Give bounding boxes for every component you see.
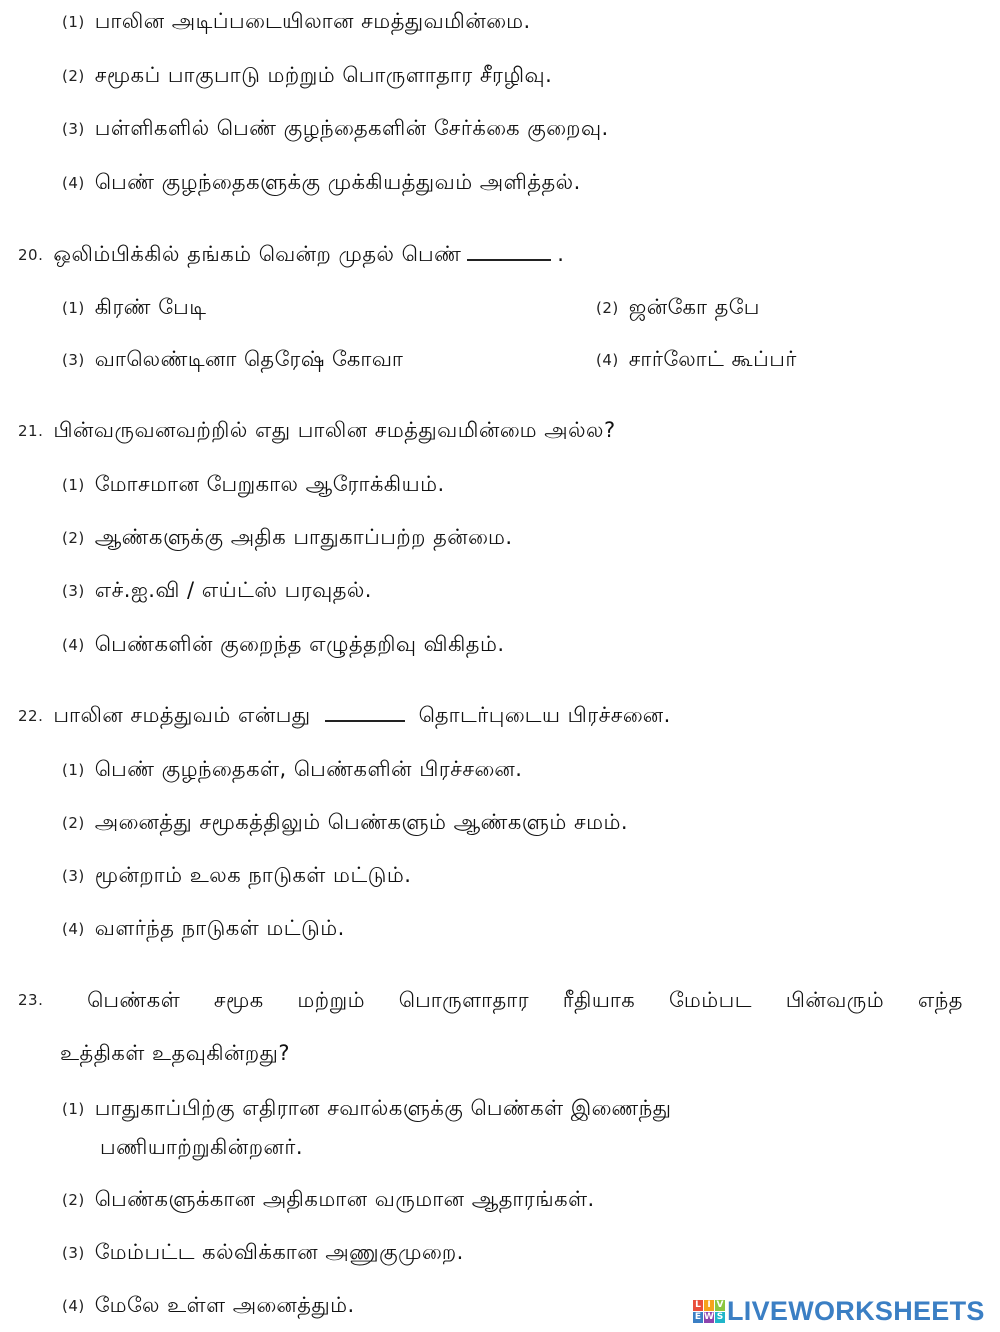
question-word: பின்வரும் bbox=[785, 988, 885, 1012]
q19-option-3 bbox=[62, 113, 609, 144]
answer-blank bbox=[325, 720, 405, 722]
question-number: 21. bbox=[18, 422, 44, 440]
option-text: வாலெண்டினா தெரேஷ் கோவா bbox=[94, 347, 404, 371]
logo-mark-icon bbox=[693, 1300, 725, 1323]
option-number: (2) bbox=[62, 529, 85, 547]
option-number: (1) bbox=[62, 476, 85, 494]
question-word: மேம்பட bbox=[668, 988, 752, 1012]
option-text: சமூகப் பாகுபாடு மற்றும் பொருளாதார சீரழிவு. bbox=[94, 63, 553, 87]
option-text: மூன்றாம் உலக நாடுகள் மட்டும். bbox=[94, 863, 412, 887]
logo-mark-cell: S bbox=[716, 1311, 724, 1322]
question-20 bbox=[18, 239, 564, 270]
question-22 bbox=[18, 700, 671, 731]
option-text: அனைத்து சமூகத்திலும் பெண்களும் ஆண்களும் சமம். bbox=[94, 810, 629, 834]
q21-option-4 bbox=[62, 629, 505, 660]
q23-option-1 bbox=[62, 1093, 671, 1124]
option-number: (1) bbox=[62, 761, 85, 779]
liveworksheets-logo[interactable] bbox=[693, 1296, 985, 1326]
option-number: (3) bbox=[62, 351, 85, 369]
option-number: (2) bbox=[62, 1191, 85, 1209]
question-23 bbox=[18, 985, 963, 1015]
option-number: (4) bbox=[62, 920, 85, 938]
q20-option-3 bbox=[62, 344, 403, 375]
question-text: ஒலிம்பிக்கில் தங்கம் வென்ற முதல் பெண் bbox=[53, 242, 462, 266]
option-number: (3) bbox=[62, 1244, 85, 1262]
question-end: . bbox=[557, 242, 565, 266]
q19-option-4 bbox=[62, 167, 581, 198]
answer-blank bbox=[467, 259, 551, 261]
question-text-end: தொடர்புடைய பிரச்சனை. bbox=[418, 703, 671, 727]
q19-option-1 bbox=[62, 6, 531, 37]
q22-option-3 bbox=[62, 860, 411, 891]
option-text: பெண்களின் குறைந்த எழுத்தறிவு விகிதம். bbox=[94, 632, 505, 656]
question-text: பாலின சமத்துவம் என்பது bbox=[53, 703, 311, 727]
option-text: பணியாற்றுகின்றனர். bbox=[100, 1135, 304, 1159]
q20-option-2 bbox=[596, 292, 760, 323]
option-number: (2) bbox=[62, 67, 85, 85]
option-number: (3) bbox=[62, 120, 85, 138]
question-word: மற்றும் bbox=[297, 988, 366, 1012]
question-number: 20. bbox=[18, 246, 44, 264]
option-text: கிரண் பேடி bbox=[94, 295, 207, 319]
q21-option-3 bbox=[62, 575, 372, 606]
option-number: (3) bbox=[62, 867, 85, 885]
option-text: பாலின அடிப்படையிலான சமத்துவமின்மை. bbox=[94, 9, 531, 33]
question-23-line-2 bbox=[60, 1038, 290, 1068]
option-text: எச்.ஐ.வி / எய்ட்ஸ் பரவுதல். bbox=[94, 578, 372, 602]
option-number: (2) bbox=[62, 814, 85, 832]
option-number: (2) bbox=[596, 299, 619, 317]
option-number: (4) bbox=[62, 1297, 85, 1315]
question-number: 23. bbox=[18, 991, 44, 1009]
option-text: ஜன்கோ தபே bbox=[628, 295, 760, 319]
q23-option-4 bbox=[62, 1290, 355, 1321]
q19-option-2 bbox=[62, 60, 552, 91]
option-text: ஆண்களுக்கு அதிக பாதுகாப்பற்ற தன்மை. bbox=[94, 525, 513, 549]
logo-text: LIVEWORKSHEETS bbox=[727, 1295, 985, 1326]
question-word: எந்த bbox=[917, 988, 963, 1012]
option-text: பெண்களுக்கான அதிகமான வருமான ஆதாரங்கள். bbox=[94, 1187, 595, 1211]
logo-mark-cell: I bbox=[704, 1300, 714, 1311]
question-word: பொருளாதார bbox=[398, 988, 530, 1012]
q21-option-1 bbox=[62, 469, 445, 500]
q23-option-3 bbox=[62, 1237, 464, 1268]
logo-mark-cell: V bbox=[716, 1299, 724, 1310]
question-text: உத்திகள் உதவுகின்றது? bbox=[60, 1041, 291, 1065]
q22-option-2 bbox=[62, 807, 628, 838]
option-text: வளர்ந்த நாடுகள் மட்டும். bbox=[94, 916, 345, 940]
option-text: பெண் குழந்தைகளுக்கு முக்கியத்துவம் அளித்தல். bbox=[94, 170, 581, 194]
logo-mark-cell: W bbox=[704, 1311, 714, 1322]
option-number: (3) bbox=[62, 582, 85, 600]
option-number: (1) bbox=[62, 1100, 85, 1118]
option-text: பள்ளிகளில் பெண் குழந்தைகளின் சேர்க்கை குறைவு. bbox=[94, 116, 609, 140]
option-number: (4) bbox=[62, 636, 85, 654]
logo-mark-cell: E bbox=[694, 1311, 702, 1322]
option-text: மேம்பட்ட கல்விக்கான அணுகுமுறை. bbox=[94, 1240, 464, 1264]
q23-option-1-continued bbox=[100, 1132, 303, 1162]
q20-option-1 bbox=[62, 292, 206, 323]
q22-option-4 bbox=[62, 913, 345, 944]
option-text: பாதுகாப்பிற்கு எதிரான சவால்களுக்கு பெண்கள் இணைந்து bbox=[94, 1096, 672, 1120]
question-word: சமூக bbox=[213, 988, 264, 1012]
option-number: (4) bbox=[596, 351, 619, 369]
logo-mark-cell: L bbox=[693, 1300, 703, 1311]
option-text: சார்லோட் கூப்பர் bbox=[628, 347, 797, 371]
option-text: பெண் குழந்தைகள், பெண்களின் பிரச்சனை. bbox=[94, 757, 523, 781]
option-text: மோசமான பேறுகால ஆரோக்கியம். bbox=[94, 472, 445, 496]
question-word: ரீதியாக bbox=[562, 988, 636, 1012]
question-word: பெண்கள் bbox=[87, 988, 181, 1012]
q20-option-4 bbox=[596, 344, 797, 375]
q21-option-2 bbox=[62, 522, 513, 553]
option-number: (1) bbox=[62, 13, 85, 31]
question-number: 22. bbox=[18, 707, 44, 725]
option-number: (1) bbox=[62, 299, 85, 317]
q22-option-1 bbox=[62, 754, 522, 785]
question-text: பின்வருவனவற்றில் எது பாலின சமத்துவமின்மை அல்ல? bbox=[53, 418, 616, 442]
option-text: மேலே உள்ள அனைத்தும். bbox=[94, 1293, 355, 1317]
q23-option-2 bbox=[62, 1184, 595, 1215]
question-21 bbox=[18, 415, 616, 446]
option-number: (4) bbox=[62, 174, 85, 192]
